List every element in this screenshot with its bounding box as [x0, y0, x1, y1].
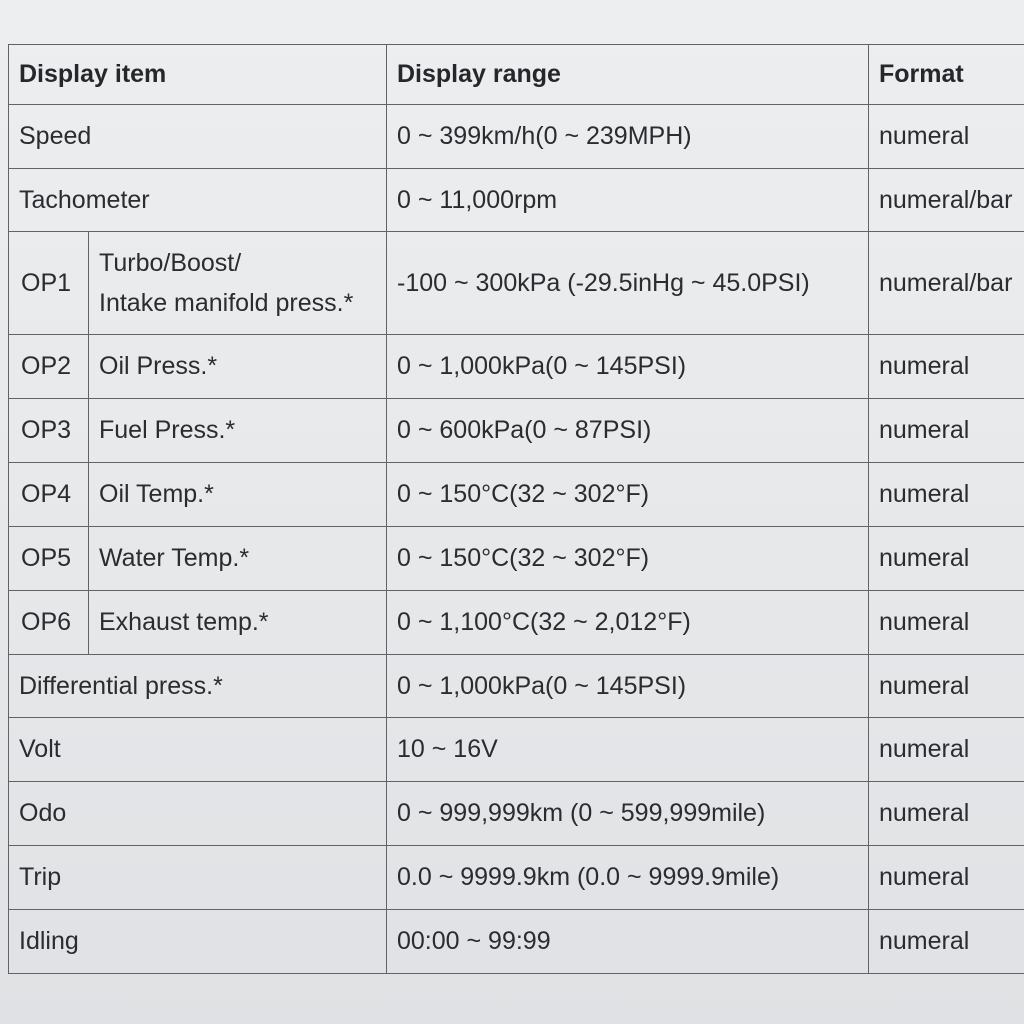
op-code-cell: OP2: [9, 335, 89, 399]
range-cell: 0.0 ~ 9999.9km (0.0 ~ 9999.9mile): [387, 846, 869, 910]
item-cell: Speed: [9, 104, 387, 168]
range-cell: 0 ~ 11,000rpm: [387, 168, 869, 232]
table-row-volt: [9, 718, 1024, 782]
op-code-cell: OP4: [9, 463, 89, 527]
range-cell: 0 ~ 1,000kPa(0 ~ 145PSI): [387, 335, 869, 399]
range-cell: 0 ~ 150°C(32 ~ 302°F): [387, 526, 869, 590]
item-line-2: Intake manifold press.*: [99, 289, 354, 318]
header-format: Format: [869, 45, 1024, 105]
format-cell: numeral: [869, 104, 1024, 168]
format-cell: numeral: [869, 910, 1024, 974]
item-cell: Fuel Press.*: [89, 399, 387, 463]
item-cell: Oil Press.*: [89, 335, 387, 399]
item-cell: Trip: [9, 846, 387, 910]
op-code-cell: OP3: [9, 399, 89, 463]
range-cell: -100 ~ 300kPa (-29.5inHg ~ 45.0PSI): [387, 232, 869, 335]
format-cell: numeral/bar: [869, 168, 1024, 232]
table-row-speed: [9, 104, 1024, 168]
range-cell: 0 ~ 999,999km (0 ~ 599,999mile): [387, 782, 869, 846]
display-spec-table-wrapper: [8, 44, 1024, 974]
table-row-op3: [9, 399, 1024, 463]
table-row-differential: [9, 654, 1024, 718]
format-cell: numeral: [869, 590, 1024, 654]
table-row-op4: [9, 463, 1024, 527]
table-row-op6: [9, 590, 1024, 654]
table-row-tachometer: [9, 168, 1024, 232]
format-cell: numeral: [869, 846, 1024, 910]
format-cell: numeral/bar: [869, 232, 1024, 335]
item-cell: Odo: [9, 782, 387, 846]
format-cell: numeral: [869, 335, 1024, 399]
display-spec-table: [8, 44, 1024, 974]
table-row-op1: [9, 232, 1024, 335]
table-row-odo: [9, 782, 1024, 846]
item-cell: Tachometer: [9, 168, 387, 232]
item-cell: [89, 232, 387, 335]
item-cell: Idling: [9, 910, 387, 974]
range-cell: 0 ~ 600kPa(0 ~ 87PSI): [387, 399, 869, 463]
op-code-cell: OP1: [9, 232, 89, 335]
format-cell: numeral: [869, 463, 1024, 527]
item-line-1: Turbo/Boost/: [99, 249, 242, 278]
format-cell: numeral: [869, 654, 1024, 718]
item-cell: Exhaust temp.*: [89, 590, 387, 654]
item-cell: Differential press.*: [9, 654, 387, 718]
item-cell: Volt: [9, 718, 387, 782]
item-cell: Oil Temp.*: [89, 463, 387, 527]
range-cell: 0 ~ 399km/h(0 ~ 239MPH): [387, 104, 869, 168]
table-row-op2: [9, 335, 1024, 399]
table-header-row: [9, 45, 1024, 105]
table-row-idling: [9, 910, 1024, 974]
range-cell: 0 ~ 1,000kPa(0 ~ 145PSI): [387, 654, 869, 718]
table-row-op5: [9, 526, 1024, 590]
format-cell: numeral: [869, 782, 1024, 846]
format-cell: numeral: [869, 718, 1024, 782]
header-display-range: Display range: [387, 45, 869, 105]
table-row-trip: [9, 846, 1024, 910]
op-code-cell: OP5: [9, 526, 89, 590]
range-cell: 10 ~ 16V: [387, 718, 869, 782]
item-cell: Water Temp.*: [89, 526, 387, 590]
range-cell: 0 ~ 150°C(32 ~ 302°F): [387, 463, 869, 527]
format-cell: numeral: [869, 526, 1024, 590]
range-cell: 0 ~ 1,100°C(32 ~ 2,012°F): [387, 590, 869, 654]
op-code-cell: OP6: [9, 590, 89, 654]
range-cell: 00:00 ~ 99:99: [387, 910, 869, 974]
header-display-item: Display item: [9, 45, 387, 105]
format-cell: numeral: [869, 399, 1024, 463]
